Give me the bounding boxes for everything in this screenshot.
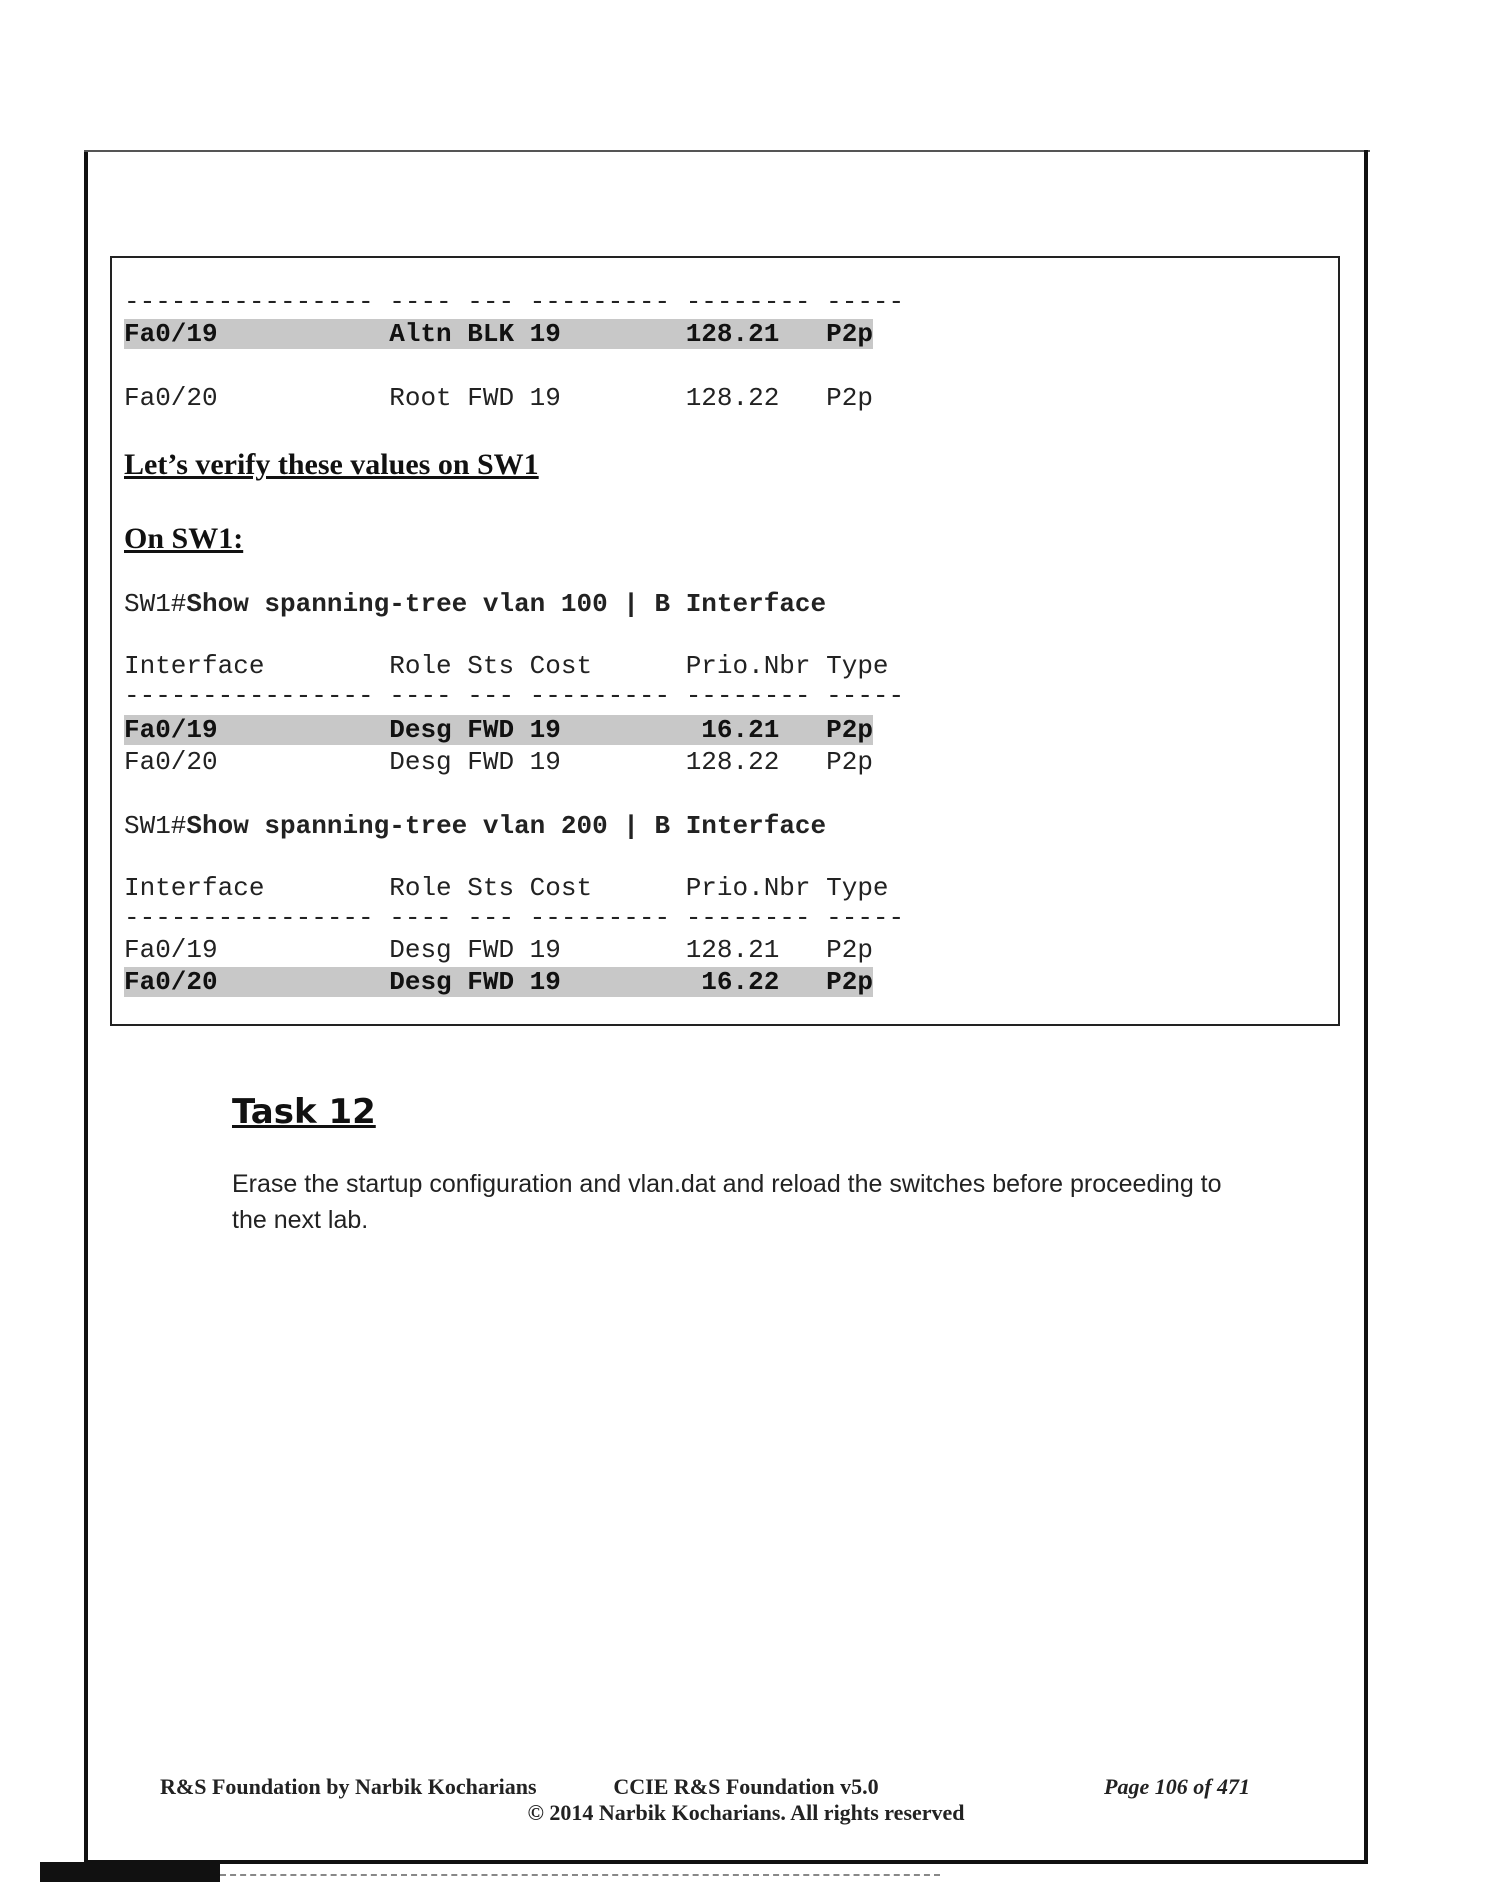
output-row-text: Fa0/19 Desg FWD 19 16.21 P2p bbox=[124, 715, 873, 745]
output-row: Fa0/19 Desg FWD 19 128.21 P2p bbox=[124, 935, 873, 965]
verify-heading: Let’s verify these values on SW1 bbox=[124, 448, 539, 481]
footer-copyright: © 2014 Narbik Kocharians. All rights reserved bbox=[527, 1800, 965, 1825]
output-row-highlighted bbox=[124, 318, 873, 350]
prompt: SW1# bbox=[124, 589, 187, 619]
right-border bbox=[1364, 150, 1368, 1860]
left-border bbox=[84, 152, 88, 1862]
command-line-vlan100 bbox=[124, 588, 826, 620]
command: Show spanning-tree vlan 100 | B Interface bbox=[186, 589, 827, 619]
output-row: Fa0/20 Desg FWD 19 128.22 P2p bbox=[124, 747, 873, 777]
on-sw1-heading: On SW1: bbox=[124, 522, 244, 555]
command-line-vlan200 bbox=[124, 810, 826, 842]
footer-author: R&S Foundation by Narbik Kocharians bbox=[160, 1774, 537, 1799]
task-body: Erase the startup configuration and vlan.dat and reload the switches before proceeding to the next lab. bbox=[232, 1170, 1222, 1234]
output-row: Fa0/20 Root FWD 19 128.22 P2p bbox=[124, 383, 873, 413]
dashes-line: ---------------- ---- --- --------- -------- ----- bbox=[124, 287, 905, 317]
footer-title: CCIE R&S Foundation v5.0 bbox=[613, 1774, 879, 1799]
footer-page-number: Page 106 of 471 bbox=[1104, 1774, 1251, 1799]
bottom-rule bbox=[84, 1860, 1368, 1864]
dashes-line: ---------------- ---- --- --------- -------- ----- bbox=[124, 903, 905, 933]
table-header: Interface Role Sts Cost Prio.Nbr Type bbox=[124, 651, 889, 681]
command: Show spanning-tree vlan 200 | B Interface bbox=[186, 811, 827, 841]
top-rule bbox=[84, 150, 1370, 152]
table-header: Interface Role Sts Cost Prio.Nbr Type bbox=[124, 873, 889, 903]
task-title: Task 12 bbox=[232, 1092, 376, 1132]
bottom-bar bbox=[40, 1862, 220, 1882]
output-row-text: Fa0/20 Desg FWD 19 16.22 P2p bbox=[124, 967, 873, 997]
output-row-highlighted bbox=[124, 714, 873, 746]
bottom-faint-rule bbox=[220, 1874, 940, 1876]
dashes-line: ---------------- ---- --- --------- -------- ----- bbox=[124, 681, 905, 711]
output-row-text: Fa0/19 Altn BLK 19 128.21 P2p bbox=[124, 319, 873, 349]
prompt: SW1# bbox=[124, 811, 187, 841]
output-row-highlighted bbox=[124, 966, 873, 998]
